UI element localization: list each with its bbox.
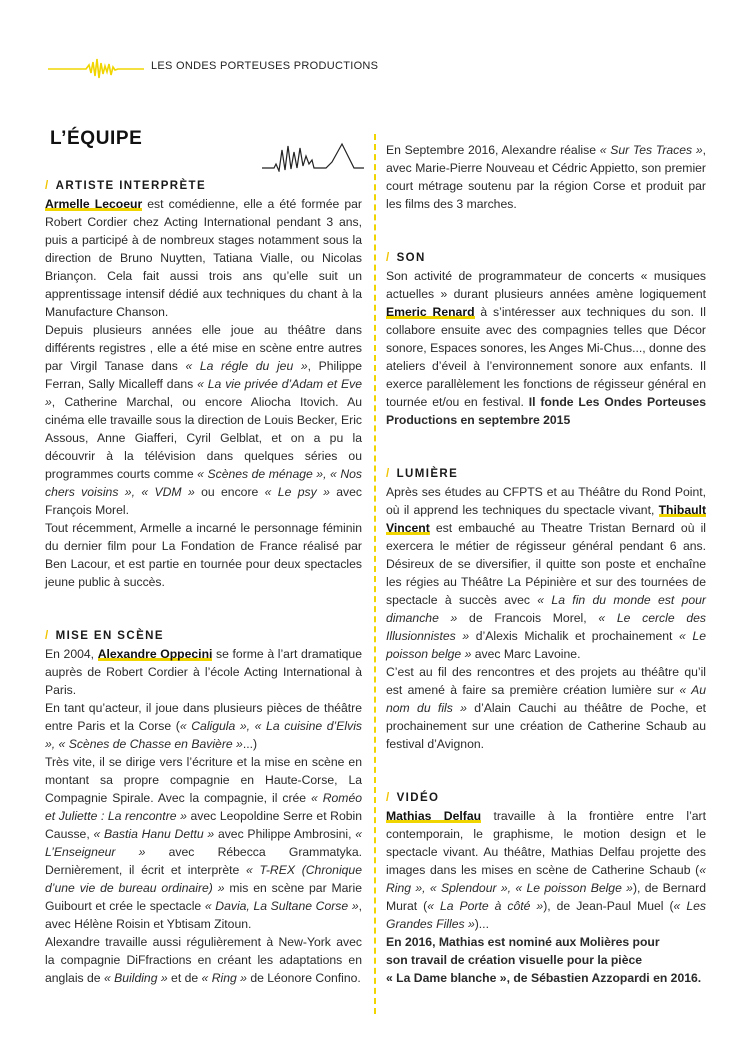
section-heading: / MISE EN SCÈNE <box>45 630 164 642</box>
title-wave-icon <box>262 142 364 172</box>
paragraph: En Septembre 2016, Alexandre réalise « Sur Tes Traces », avec Marie-Pierre Nouveau et Cédric Appietto, son premier court métrage soutenu par la région Corse et produit par les films des 3 marches. <box>386 143 707 211</box>
person-name: Alexandre Oppecini <box>97 647 213 661</box>
paragraph: Son activité de programmateur de concerts « musiques actuelles » durant plusieurs années amène logiquement Emeric Renard à s’intéresser aux techniques du son. Il collabore ensuite avec des compagnies telles que Décor sonore, Espaces sonores, les Anges Mi-Chus..., donne des ateliers d’éveil à l’environnement sonore aux enfants. Il exerce parallèlement les fonctions de régisseur général en tournée et/ou en festival. Il fonde Les Ondes Porteuses Productions en septembre 2015 <box>386 269 706 427</box>
section-mise-en-scene <box>45 627 362 987</box>
paragraph: Alexandre travaille aussi régulièrement à New-York avec la compagnie DiFfractions en créant les adaptations en anglais de « Building » et de « Ring » de Léonore Confino. <box>45 935 362 985</box>
paragraph: Mathias Delfau travaille à la frontière entre l’art contemporain, le graphisme, le motion design et le spectacle vivant. Au théâtre, Mathias Delfau projette des images dans les mises en scène de Catherine Schaub (« Ring », « Splendour », « Le poisson Belge »), de Bernard Murat (« La Porte à côté »), de Jean-Paul Muel (« Les Grandes Filles »)... <box>386 809 707 931</box>
brand-name: LES ONDES PORTEUSES PRODUCTIONS <box>151 60 379 72</box>
award-note: En 2016, Mathias est nominé aux Molières pour son travail de création visuelle pour la pièce « La Dame blanche », de Sébastien Azzopardi en 2016. <box>386 935 702 985</box>
paragraph: Après ses études au CFPTS et au Théâtre du Rond Point, où il apprend les techniques du spectacle vivant, Thibault Vincent est embauché au Theatre Tristan Bernard où il exercera le métier de régisseur général pendant 6 ans. Désireux de se diversifier, il quitte son poste et enchaîne les régies au Théâtre La Pépinière et sur des tournées de spectacle à succès avec « La fin du monde est pour dimanche » de Francois Morel, « Le cercle des Illusionnistes » d’Alexis Michalik et prochainement « Le poisson belge » avec Marc Lavoine. <box>386 485 706 661</box>
paragraph: Très vite, il se dirige vers l’écriture et la mise en scène en montant sa propre compagnie en Haute-Corse, La Compagnie Spirale. Avec la compagnie, il crée « Roméo et Juliette : La rencontre » avec Leopoldine Serre et Robin Causse, « Bastia Hanu Dettu » avec Philippe Ambrosini, « L’Enseigneur » avec Rébecca Grammatyka. Dernièrement, il écrit et interprète « T-REX (Chronique d’une vie de bureau ordinaire) » mis en scène par Marie Guibourt et crée le spectacle « Davia, La Sultane Corse », avec Hélène Roisin et Ybtisam Zitoun. <box>45 755 363 931</box>
column-divider <box>374 134 376 1014</box>
paragraph: En tant qu’acteur, il joue dans plusieurs pièces de théâtre entre Paris et la Corse (« Caligula », « La cuisine d’Elvis », « Scènes de Chasse en Bavière »...) <box>45 701 362 751</box>
section-heading: / VIDÉO <box>386 792 440 804</box>
section-heading: / ARTISTE INTERPRÈTE <box>45 180 207 192</box>
section-lumiere <box>386 465 706 753</box>
right-column <box>386 141 706 987</box>
section-heading: / SON <box>386 252 426 264</box>
paragraph: Armelle Lecoeur est comédienne, elle a été formée par Robert Cordier chez Acting International pendant 3 ans, puis a participé à de nombreux stages notamment sous la direction de Bruno Nuytten, Tatiana Vialle, ou Nicolas Briançon. Cela fait aussi trois ans qu’elle suit un apprentissage intensif dédié aux techniques du chant à la Manufacture Chanson. <box>45 197 362 319</box>
section-artiste <box>45 177 362 591</box>
paragraph: En 2004, Alexandre Oppecini se forme à l’art dramatique auprès de Robert Cordier à l’école Acting International à Paris. <box>45 647 362 697</box>
section-video <box>386 789 706 987</box>
person-name: Armelle Lecoeur <box>45 197 143 211</box>
paragraph: Depuis plusieurs années elle joue au théâtre dans différents registres , elle a été mise en scène entre autres par Virgil Tanase dans « La régle du jeu », Philippe Ferran, Sally Micalleff dans « La vie privée d’Adam et Eve », Catherine Marchal, ou encore Aliocha Itovich. Au cinéma elle travaille sous la direction de Louis Becker, Eric Assous, Anne Giafferi, Cyril Gelblat, et on a pu la découvrir à la télévision dans quelques séries ou programmes courts comme « Scènes de ménage », « Nos chers voisins », « VDM » ou encore « Le psy » avec François Morel. <box>45 323 362 517</box>
person-name: Thibault Vincent <box>386 503 706 535</box>
paragraph: Tout récemment, Armelle a incarné le personnage féminin du dernier film pour La Fondation de France réalisé par Ben Lacour, et est partie en tournée pour deux spectacles jeune public à succès. <box>45 521 362 589</box>
sound-wave-icon <box>48 56 148 82</box>
page-title: L’ÉQUIPE <box>50 128 143 149</box>
person-name: Mathias Delfau <box>386 809 482 823</box>
section-heading: / LUMIÈRE <box>386 468 459 480</box>
left-column <box>45 177 362 987</box>
paragraph: C’est au fil des rencontres et des projets au théâtre qu’il est amené à faire sa première création lumière sur « Au nom du fils » d’Alain Cauchi au théâtre de Poche, et prochainement sur une création de Catherine Schaub au festival d’Avignon. <box>386 665 706 751</box>
section-son <box>386 249 706 429</box>
person-name: Emeric Renard <box>386 305 475 319</box>
page-header <box>48 56 379 82</box>
